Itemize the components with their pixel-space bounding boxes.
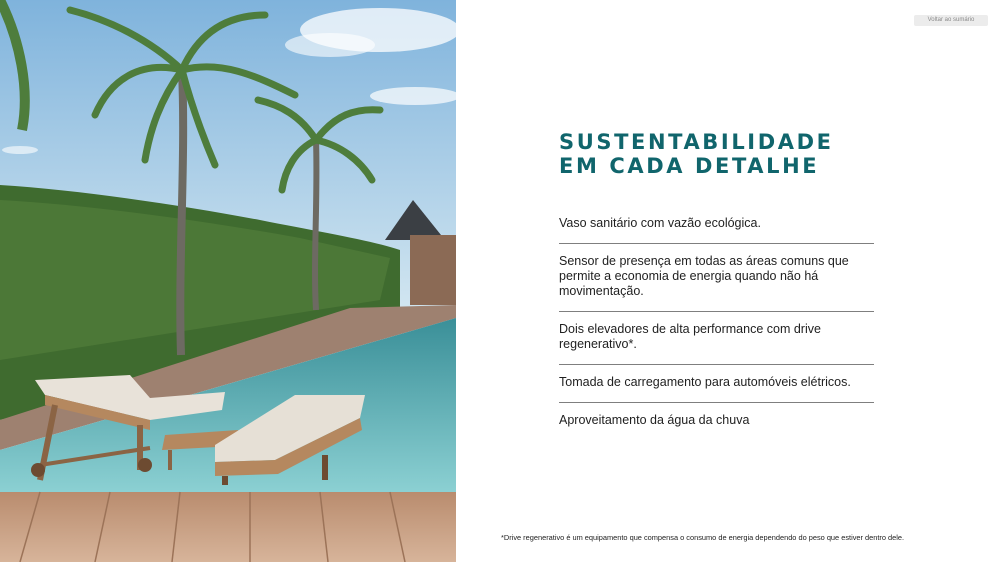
- feature-item: Tomada de carregamento para automóveis elétricos.: [559, 365, 874, 403]
- title-line-1: SUSTENTABILIDADE: [559, 130, 834, 154]
- feature-item: Vaso sanitário com vazão ecológica.: [559, 206, 874, 244]
- back-to-summary-button[interactable]: Voltar ao sumário: [914, 15, 988, 26]
- page-title: [559, 130, 834, 178]
- feature-item: Sensor de presença em todas as áreas comuns que permite a economia de energia quando não há movimentação.: [559, 244, 874, 312]
- pool-photo: [0, 0, 456, 562]
- footnote: *Drive regenerativo é um equipamento que compensa o consumo de energia dependendo do peso que estiver dentro dele.: [501, 533, 905, 542]
- title-line-2: EM CADA DETALHE: [559, 154, 820, 178]
- feature-item: Aproveitamento da água da chuva: [559, 413, 750, 427]
- feature-list: [559, 206, 874, 440]
- feature-item: Dois elevadores de alta performance com drive regenerativo*.: [559, 312, 874, 365]
